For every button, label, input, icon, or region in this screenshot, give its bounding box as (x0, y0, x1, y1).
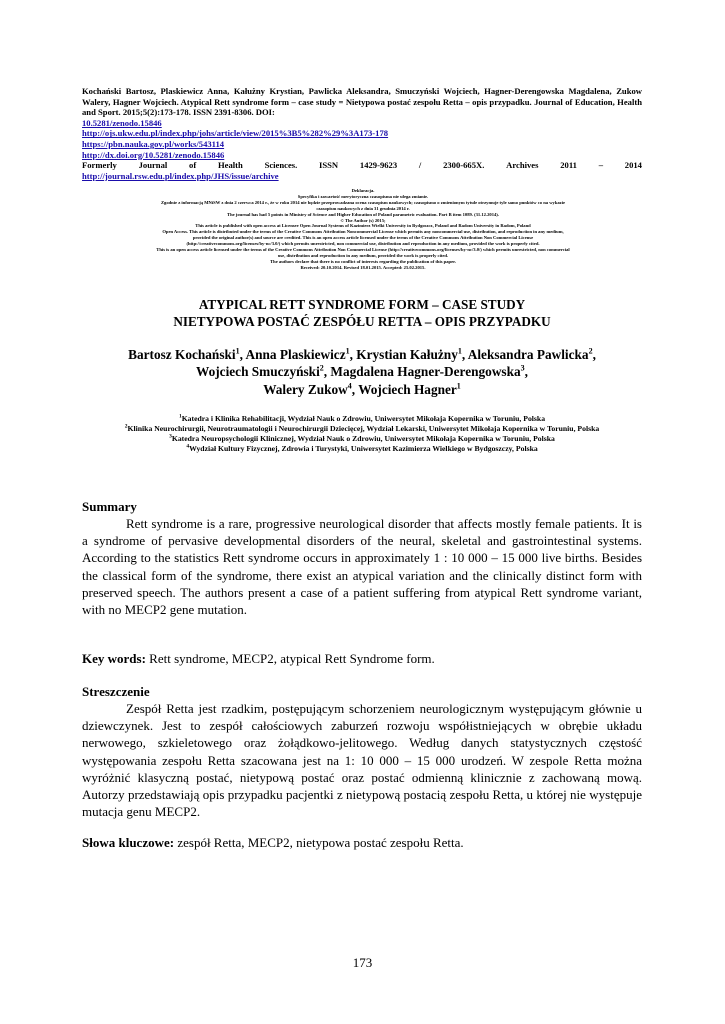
summary-heading: Summary (82, 499, 137, 514)
keywords (82, 650, 642, 667)
affiliation: $^1$Katedra i Klinika Rehabilitacji, Wydział Nauk o Zdrowiu, Uniwersytet Mikołaja Kopernika w Toruniu, Polska (178, 413, 546, 423)
declaration-line: Open Access. This article is distributed under the terms of the Creative Commons Attribution Noncommercial License which permits any noncommercial use, distribution, and reproduction in any medium, (162, 229, 564, 235)
keywords-label: Key words: (82, 651, 146, 666)
declaration-line: This is an open access article licensed under the terms of the Creative Commons Attribution Non Commercial License (http://creativecommons.org/licenses/by-nc/3.0/) which permits unrestricted, non commercial (156, 247, 570, 253)
ojs-link[interactable]: http://ojs.ukw.edu.pl/index.php/johs/article/view/2015%3B5%282%29%3A173-178 (82, 128, 389, 139)
declaration-line: use, distribution and reproduction in any medium, provided the work is properly cited. (277, 252, 449, 258)
affiliation: $^2$Klinika Neurochirurgii, Neurotraumatologii i Neurochirurgii Dziecięcej, Wydział Lekarski, Uniwersytet Mikołaja Kopernika w Toruniu, Polska (124, 423, 600, 433)
declaration-block (64, 188, 662, 271)
slowa-label: Słowa kluczowe: (82, 835, 175, 850)
declaration-line: czasopism naukowych z dnia 31 grudnia 2014 r. (316, 205, 410, 211)
citation-text: Kochański Bartosz, Plaskiewicz Anna, Kałużny Krystian, Pawlicka Aleksandra, Smuczyński Wojciech, Hagner-Derengowska Magdalena, Zukow Walery, Hagner Wojciech. Atypical Rett syndrome form – case study = Nietypowa postać zespołu Retta – opis przypadku. Journal of Education, Health and Sport. 2015;5(2):173-178. ISSN 2391-8306. DOI: (82, 86, 642, 118)
citation-block (82, 86, 642, 181)
title-english: ATYPICAL RETT SYNDROME FORM – CASE STUDY (198, 297, 526, 312)
affiliation: $^4$Wydział Kultury Fizycznej, Zdrowia i Turystyki, Uniwersytet Kazimierza Wielkiego w Bydgoszczy, Polska (186, 443, 538, 453)
declaration-line: Received: 20.10.2014. Revised 18.01.2015. Accepted: 25.02.2015. (300, 264, 426, 270)
declaration-line: Zgodnie z informacją MNiSW z dnia 2 czerwca 2014 r., że w roku 2014 nie będzie przeprowadzana ocena czasopism naukowych; czasopismo o zmienionym tytule otrzymuje tyle samo punktów co na wykazie (160, 199, 566, 205)
page-number: 173 (352, 955, 373, 970)
declaration-line: (http://creativecommons.org/licenses/by-nc/3.0/) which permits unrestricted, non commercial use, distribution and reproduction in any medium, provided the work is properly cited. (186, 241, 540, 247)
slowa-kluczowe (82, 834, 642, 851)
pbn-link[interactable]: https://pbn.nauka.gov.pl/works/543114 (82, 138, 225, 149)
summary-text: Rett syndrome is a rare, progressive neurological disorder that affects mostly female patients. It is a syndrome of pervasive developmental disorders of the neural, skeletal and gastrointestinal systems. According to the statistics Rett syndrome occurs in approximately 1 : 10 000 – 15 000 live births. Besides the classical form of the syndrome, there exist an atypical variation and the clinically distinct form with preserved speech. The authors present a case of a patient suffering from atypical Rett syndrome variant, with no MECP2 gene mutation. (82, 516, 642, 618)
declaration-line: The authors declare that there is no conflict of interests regarding the publication of this paper. (270, 258, 456, 264)
slowa-text: zespół Retta, MECP2, nietypowa postać zespołu Retta. (174, 835, 464, 850)
affiliation: $^3$Katedra Neuropsychologii Klinicznej, Wydział Nauk o Zdrowiu, Uniwersytet Mikołaja Kopernika w Toruniu, Polska (169, 433, 555, 443)
declaration-line: © The Author (s) 2015; (340, 217, 386, 223)
declaration-line: provided the original author(s) and source are credited. This is an open access article licensed under the terms of the Creative Commons Attribution Non Commercial License (192, 235, 534, 241)
affiliations (82, 414, 642, 454)
streszczenie-heading: Streszczenie (82, 684, 150, 699)
keywords-text: Rett syndrome, MECP2, atypical Rett Syndrome form. (145, 651, 435, 666)
title-polish: NIETYPOWA POSTAĆ ZESPÓŁU RETTA – OPIS PRZYPADKU (173, 314, 551, 329)
declaration-line: Specyfika i zawartość merytoryczna czasopisma nie ulega zmianie. (297, 193, 429, 199)
declaration-line: Deklaracja. (351, 188, 375, 193)
declaration-line: This article is published with open access at Licensee Open Journal Systems of Kazimierz Wielki University in Bydgoszcz, Poland and Radom University in Radom, Poland (195, 223, 531, 229)
dx-doi-link[interactable]: http://dx.doi.org/10.5281/zenodo.15846 (82, 149, 225, 160)
paper-title (82, 296, 642, 330)
formerly-line: Formerly Journal of Health Sciences. ISSN 1429-9623 / 2300-665X. Archives 2011 – 2014 (82, 160, 642, 171)
doi-link[interactable]: 10.5281/zenodo.15846 (82, 117, 162, 128)
archive-link[interactable]: http://journal.rsw.edu.pl/index.php/JHS/issue/archive (82, 170, 279, 181)
declaration-line: The journal has had 5 points in Ministry of Science and Higher Education of Poland parametric evaluation. Part B item 1089. (31.12.2014). (227, 211, 499, 217)
streszczenie-text: Zespół Retta jest rzadkim, postępującym schorzeniem neurologicznym występującym głównie u dziewczynek. Jest to zespół całościowych zaburzeń rozwoju współistniejących w obrębie układu nerwowego, szkieletowego oraz żołądkowo-jelitowego. Według danych statystycznych częstość występowania zespołu Retta szacowana jest na 1: 10 000 – 15 000 urodzeń. W zespole Retta można wyróżnić klasyczną postać, nietypową postać oraz postać odmienną klinicznie z zachowaną mową. Autorzy przedstawiają opis przypadku pacjentki z nietypową postacią zespołu Retta, u której nie występuje mutacja genu MECP2. (82, 701, 642, 820)
author-list: Bartosz Kochański$^1$, Anna Plaskiewicz$^1$, Krystian Kałużny$^1$, Aleksandra Pawlicka$^2$, Wojciech Smuczyński$^2$, Magdalena Hagner-Derengowska$^3$, Walery Zukow$^4$, Wojciech Hagner$^1$ (128, 346, 596, 397)
